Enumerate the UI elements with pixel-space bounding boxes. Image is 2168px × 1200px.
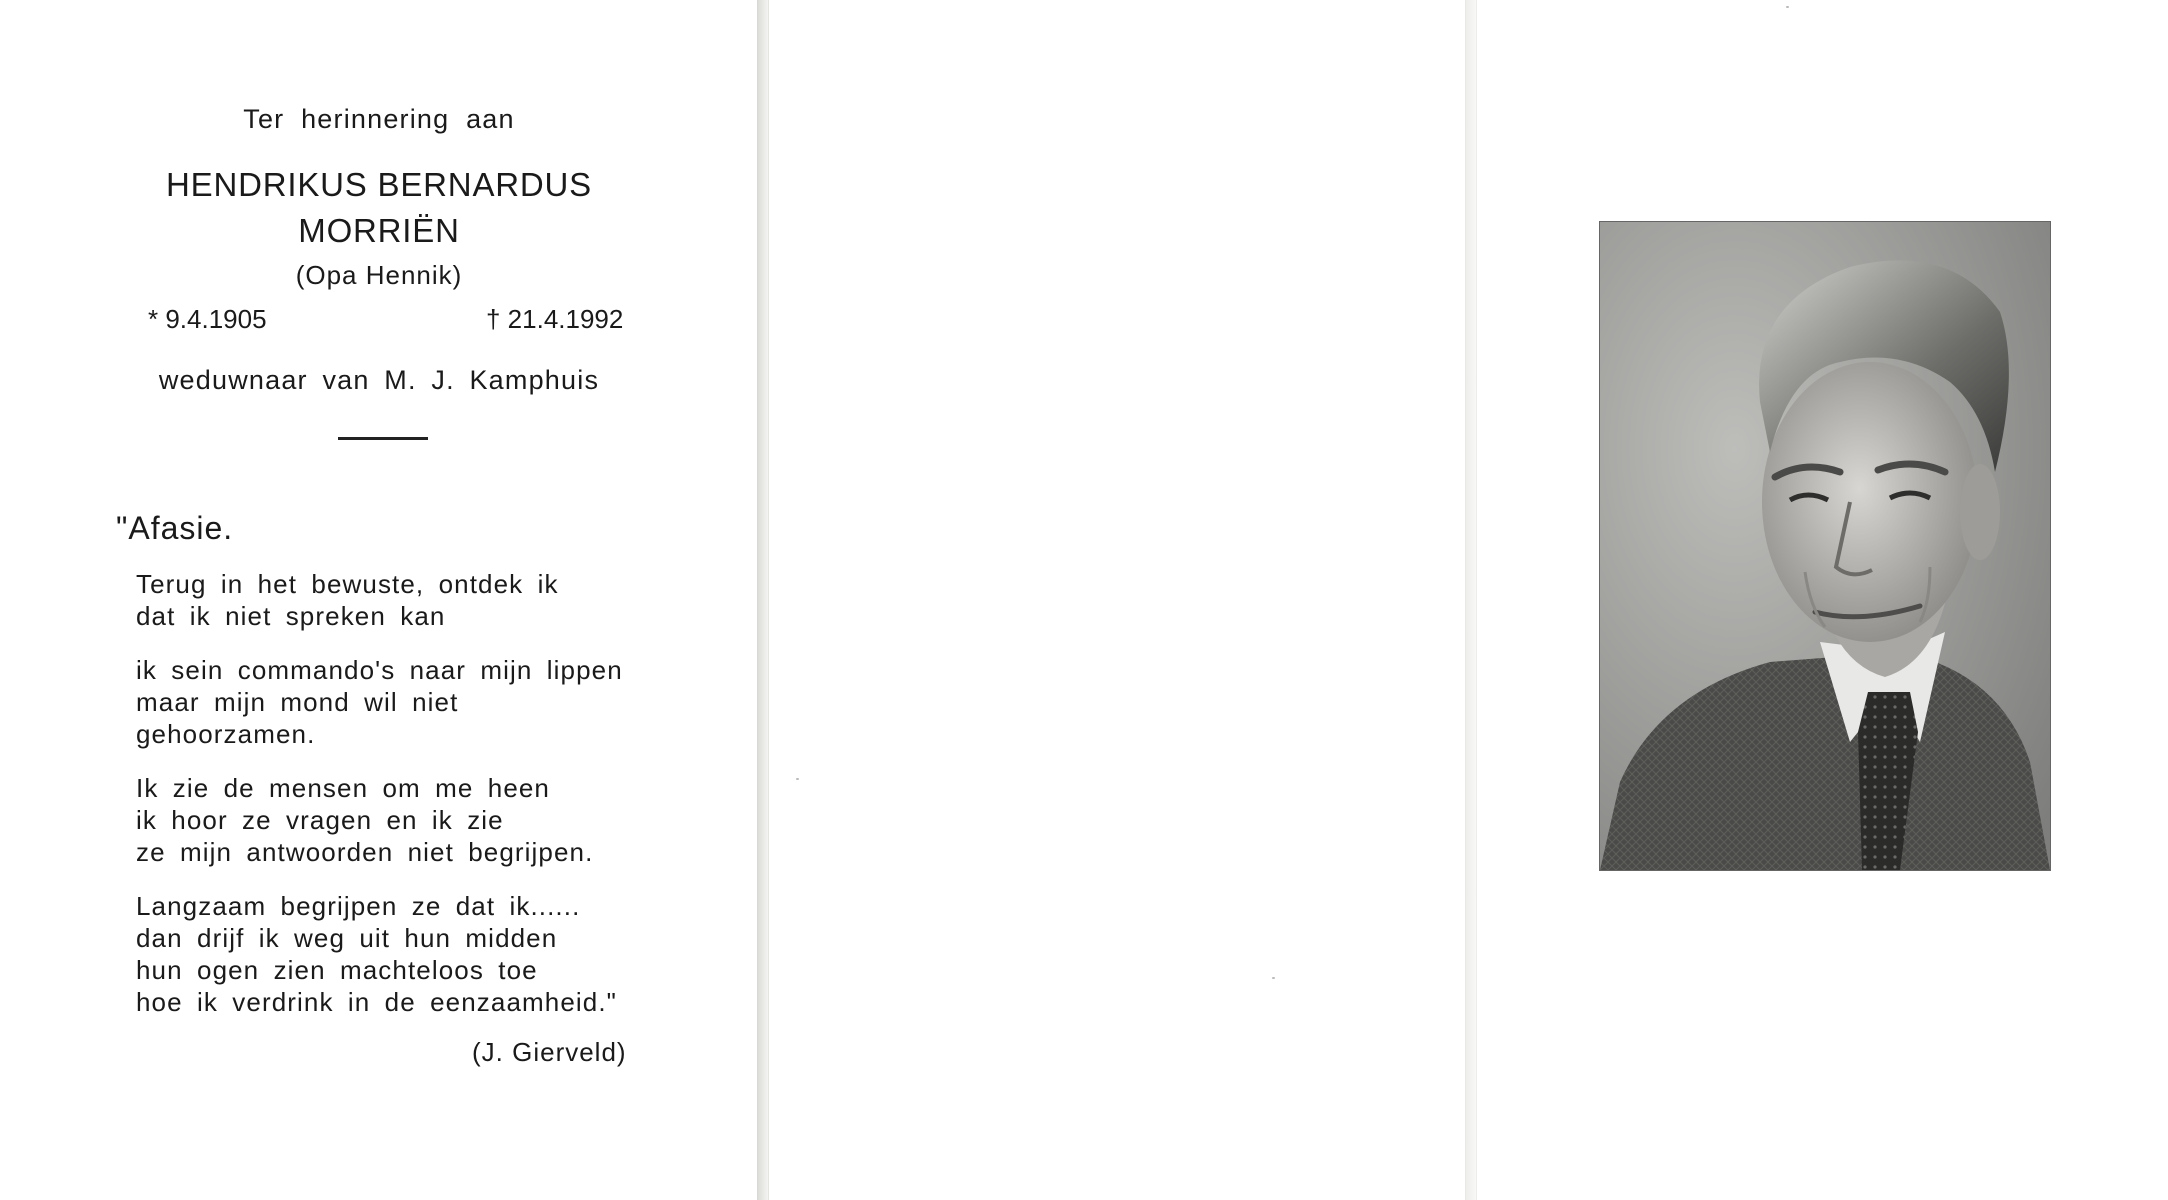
poem-line: dan drijf ik weg uit hun midden bbox=[136, 923, 558, 953]
portrait-illustration bbox=[1600, 222, 2050, 870]
deceased-name-line1: HENDRIKUS BERNARDUS bbox=[166, 166, 592, 203]
poem-stanza bbox=[136, 654, 623, 750]
memorial-text-panel bbox=[0, 0, 758, 1200]
poem-line: hun ogen zien machteloos toe bbox=[136, 955, 538, 985]
nickname: (Opa Hennik) bbox=[295, 260, 463, 290]
birth-date: * 9.4.1905 bbox=[148, 304, 267, 334]
divider-rule bbox=[338, 437, 428, 440]
poem-stanza bbox=[136, 890, 617, 1018]
poem-line: ik sein commando's naar mijn lippen bbox=[136, 655, 623, 685]
poem-title: "Afasie. bbox=[116, 510, 234, 546]
paper-speck bbox=[796, 778, 799, 780]
poem-line: Terug in het bewuste, ontdek ik bbox=[136, 569, 559, 599]
poem-line: Ik zie de mensen om me heen bbox=[136, 773, 550, 803]
poem-stanza bbox=[136, 568, 559, 632]
poem-stanza bbox=[136, 772, 593, 868]
fold-shadow bbox=[1466, 0, 1476, 1200]
poem-author: (J. Gierveld) bbox=[472, 1037, 627, 1067]
blank-panel bbox=[768, 0, 1466, 1200]
widower-text: weduwnaar van M. J. Kamphuis bbox=[158, 365, 600, 395]
poem-line: gehoorzamen. bbox=[136, 719, 316, 749]
poem-line: Langzaam begrijpen ze dat ik...... bbox=[136, 891, 581, 921]
fold-shadow bbox=[758, 0, 768, 1200]
deceased-name-line2: MORRIËN bbox=[298, 212, 460, 249]
paper-speck bbox=[1272, 977, 1275, 979]
paper-speck bbox=[1786, 6, 1789, 8]
poem-line: hoe ik verdrink in de eenzaamheid." bbox=[136, 987, 617, 1017]
poem-line: ze mijn antwoorden niet begrijpen. bbox=[136, 837, 594, 867]
poem-line: dat ik niet spreken kan bbox=[136, 601, 446, 631]
death-date: † 21.4.1992 bbox=[486, 304, 624, 334]
intro-text: Ter herinnering aan bbox=[243, 104, 515, 134]
poem-line: ik hoor ze vragen en ik zie bbox=[136, 805, 504, 835]
poem-line: maar mijn mond wil niet bbox=[136, 687, 459, 717]
portrait-photo bbox=[1600, 222, 2050, 870]
